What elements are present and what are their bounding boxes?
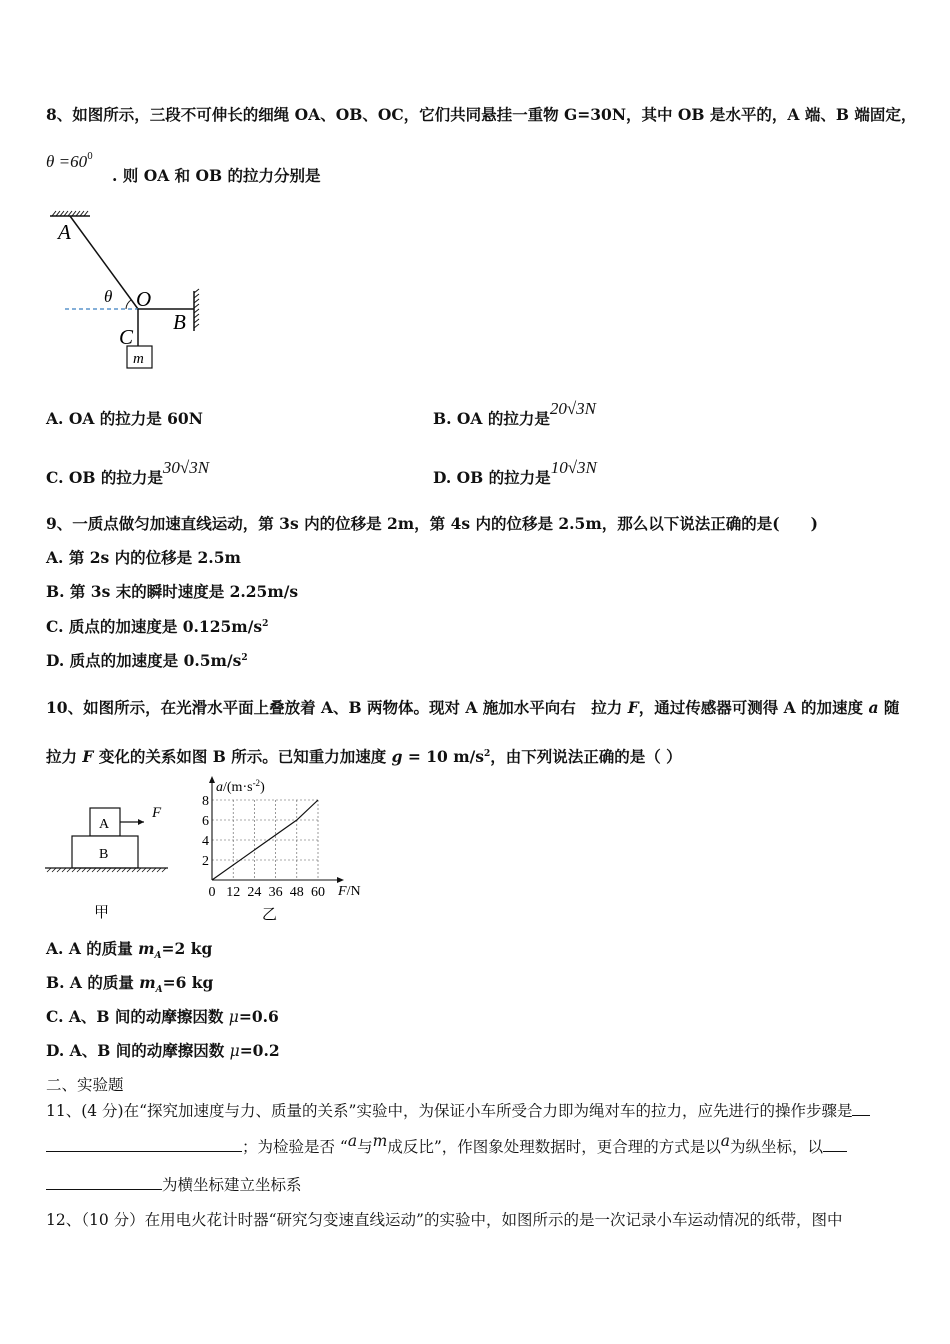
y-tick-label: 8 xyxy=(202,794,209,809)
q8-option-b xyxy=(433,397,596,428)
chart-y-axis-label: $a/(m\cdot s^{-2})$ xyxy=(216,778,265,795)
q10-option-b-var: m xyxy=(139,973,156,992)
q9-option-b: B. 第 3s 末的瞬时速度是 2.25m/s xyxy=(46,582,299,601)
q10-option-a-var: m xyxy=(138,939,155,958)
q9-option-c-text: C. 质点的加速度是 0.125m/s xyxy=(46,617,263,636)
q10-option-d-value: =0.2 xyxy=(239,1041,280,1060)
q10-option-d-mu: μ xyxy=(229,1042,240,1060)
q9-option-c xyxy=(46,615,268,637)
q11-blank-1b[interactable] xyxy=(46,1150,242,1152)
q10-stem-line1 xyxy=(46,696,899,718)
q10-option-c xyxy=(46,1005,279,1027)
x-tick-label: 60 xyxy=(311,885,325,900)
q11-line2-text-b: 成反比”，作图象处理数据时，更合理的方式是以 xyxy=(387,1138,721,1156)
q8-stem-line2: . 则 OA 和 OB 的拉力分别是 xyxy=(112,166,321,185)
y-axis-arrow xyxy=(209,776,215,783)
q11-blank-2a[interactable] xyxy=(823,1150,847,1152)
q10-var-F: F xyxy=(627,698,639,717)
q9-option-c-sup: 2 xyxy=(262,618,269,629)
label-A: A xyxy=(58,220,71,244)
q9-stem: 9、一质点做匀加速直线运动，第 3s 内的位移是 2m，第 4s 内的位移是 2.5m，那么以下说法正确的是( ) xyxy=(46,514,818,533)
theta-value: θ =60 xyxy=(46,152,88,171)
q11-line1-text: 11、(4 分)在“探究加速度与力、质量的关系”实验中，为保证小车所受合力即为绳对车的拉力，应先进行的操作步骤是 xyxy=(46,1102,853,1120)
q8-option-d xyxy=(433,456,597,487)
x-tick-label: 0 xyxy=(208,885,216,900)
q10-option-a-sub: A xyxy=(154,951,162,962)
label-theta: θ xyxy=(104,287,113,306)
x-tick-label: 12 xyxy=(226,885,241,900)
block-A-label: A xyxy=(99,817,110,832)
q8-option-b-math: 20√3N xyxy=(549,399,596,418)
q10-text-2c: = 10 m/s xyxy=(402,747,484,766)
x-axis-arrow xyxy=(337,877,344,883)
label-C: C xyxy=(119,325,134,349)
section-heading: 二、实验题 xyxy=(46,1076,124,1094)
q8-option-a-text: A. OA 的拉力是 60N xyxy=(46,409,203,428)
q8-stem-line1: 8、如图所示，三段不可伸长的细绳 OA、OB、OC，它们共同悬挂一重物 G=30N，其中 OB 是水平的，A 端、B 端固定， xyxy=(46,105,917,124)
q10-text-1a: 10、如图所示，在光滑水平面上叠放着 A、B 两物体。现对 A 施加水平向右 拉力 xyxy=(46,698,628,717)
chart-ticks xyxy=(202,794,325,900)
q10-option-d xyxy=(46,1039,280,1061)
q8-option-a xyxy=(46,407,203,429)
q11-line1 xyxy=(46,1099,870,1121)
force-label: F xyxy=(152,805,162,821)
x-tick-label: 36 xyxy=(268,885,283,900)
q12-line1: 12、（10 分）在用电火花计时器“研究匀变速直线运动”的实验中，如图所示的是一次记录小车运动情况的纸带，图中 xyxy=(46,1211,843,1229)
q11-blank-2b[interactable] xyxy=(46,1188,162,1190)
chart-x-axis-label: F/N xyxy=(338,884,361,899)
q8-option-c-math: 30√3N xyxy=(162,458,210,477)
q9-option-a: A. 第 2s 内的位移是 2.5m xyxy=(46,548,241,567)
q10-option-c-mu: μ xyxy=(228,1008,239,1026)
y-tick-label: 2 xyxy=(202,854,209,869)
q9-option-d xyxy=(46,649,248,671)
y-tick-label: 4 xyxy=(202,834,209,849)
caption-jia: 甲 xyxy=(94,905,110,921)
label-B: B xyxy=(173,310,186,334)
degree-sup: 0 xyxy=(87,152,93,162)
q11-line2-text-c: 为纵坐标，以 xyxy=(730,1138,824,1156)
q8-option-d-math: 10√3N xyxy=(550,458,597,477)
q11-var-a: a xyxy=(347,1132,358,1150)
q10-option-b xyxy=(46,971,213,995)
q10-option-a xyxy=(46,937,212,961)
q10-option-c-value: =0.6 xyxy=(238,1007,279,1026)
q9-option-d-text: D. 质点的加速度是 0.5m/s xyxy=(46,651,242,670)
chart-grid xyxy=(212,800,318,880)
q10-sup: 2 xyxy=(484,748,491,759)
q10-text-2d: ，由下列说法正确的是（ ） xyxy=(490,747,682,766)
q10-text-2a: 拉力 xyxy=(46,747,83,766)
q10-var-a: a xyxy=(868,698,879,717)
q11-line2-mid: 与 xyxy=(357,1138,373,1156)
caption-yi: 乙 xyxy=(262,907,278,923)
q8-option-d-text: D. OB 的拉力是 xyxy=(433,468,551,487)
q10-text-2b: 变化的关系如图 B 所示。已知重力加速度 xyxy=(93,747,392,766)
q11-var-a2: a xyxy=(720,1132,731,1150)
q11-line3 xyxy=(46,1173,302,1195)
q10-acceleration-force-chart xyxy=(190,772,380,927)
q10-var-F2: F xyxy=(82,747,94,766)
q11-line2-text-a: ；为检验是否 “ xyxy=(242,1138,348,1156)
label-O: O xyxy=(136,287,152,311)
x-tick-label: 24 xyxy=(247,885,262,900)
q11-blank-1a[interactable] xyxy=(852,1114,870,1116)
q8-option-c xyxy=(46,456,210,487)
q10-option-b-sub: A xyxy=(155,985,163,996)
block-B-label: B xyxy=(99,847,109,862)
q10-text-1b: ，通过传感器可测得 A 的加速度 xyxy=(638,698,869,717)
q11-line3-text: 为横坐标建立坐标系 xyxy=(162,1176,302,1194)
q10-block-figure xyxy=(40,795,180,925)
q10-option-c-text: C. A、B 间的动摩擦因数 xyxy=(46,1007,229,1026)
q10-option-a-value: =2 kg xyxy=(161,939,213,958)
y-tick-label: 6 xyxy=(202,814,209,829)
q10-option-d-text: D. A、B 间的动摩擦因数 xyxy=(46,1041,230,1060)
label-m: m xyxy=(133,351,144,367)
q10-stem-line2 xyxy=(46,745,682,767)
q10-var-g: g xyxy=(391,747,403,766)
q10-option-b-text: B. A 的质量 xyxy=(46,973,140,992)
q10-option-a-text: A. A 的质量 xyxy=(46,939,139,958)
q8-option-c-text: C. OB 的拉力是 xyxy=(46,468,163,487)
q10-option-b-value: =6 kg xyxy=(162,973,214,992)
q11-var-m: m xyxy=(372,1132,388,1150)
q9-option-d-sup: 2 xyxy=(241,652,248,663)
q10-text-1c: 随 xyxy=(878,698,900,717)
q8-option-b-text: B. OA 的拉力是 xyxy=(433,409,550,428)
q11-line2 xyxy=(46,1132,847,1157)
x-tick-label: 48 xyxy=(289,885,304,900)
q8-theta-expression xyxy=(46,152,93,172)
q8-string-diagram xyxy=(40,205,220,380)
